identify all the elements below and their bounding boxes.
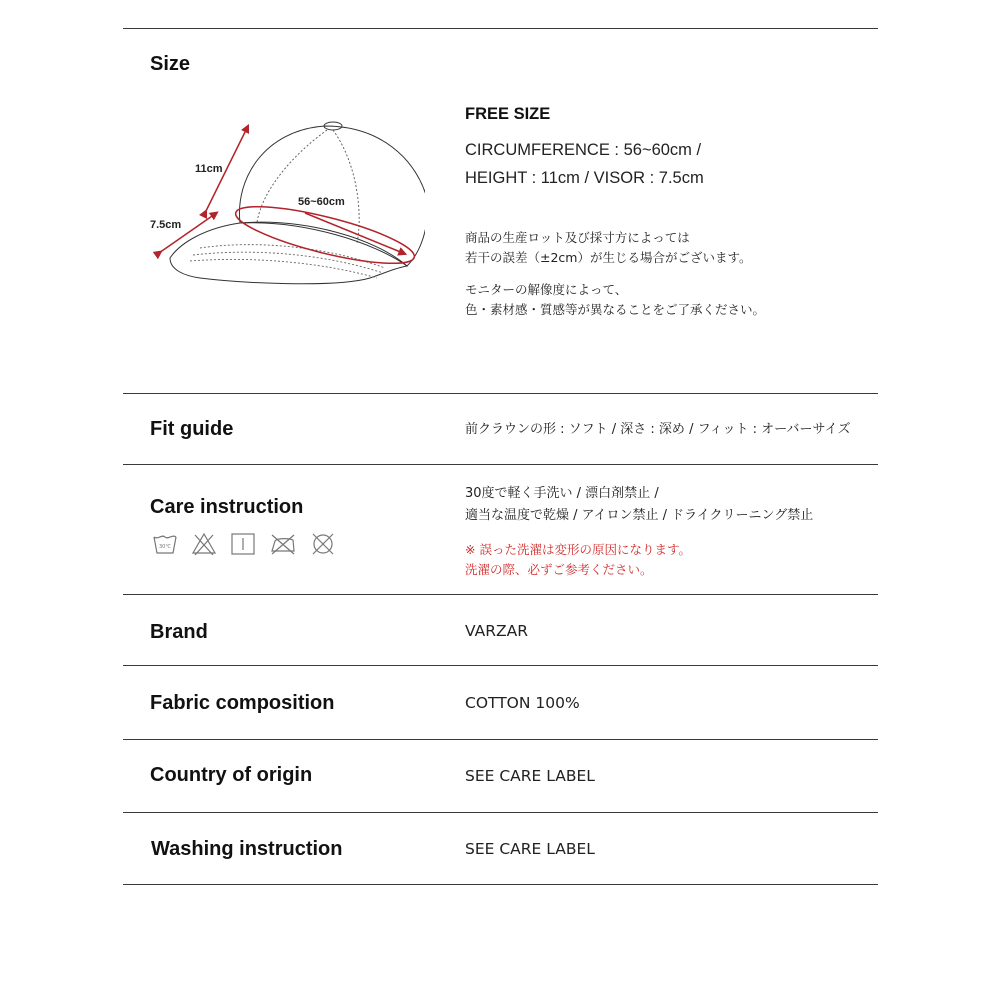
size-note-3: モニターの解像度によって、 [465,282,628,297]
height-label: 11cm [195,163,223,175]
free-size-label: FREE SIZE [465,105,551,123]
cap-visor [170,223,407,284]
care-line-1: 30度で軽く手洗い / 漂白剤禁止 / [465,486,659,501]
no-bleach-icon [191,531,217,557]
size-line-2: HEIGHT : 11cm / VISOR : 7.5cm [465,169,704,187]
divider-bottom [123,884,878,885]
divider-origin [123,812,878,813]
divider-fabric [123,739,878,740]
no-dry-clean-icon [310,531,336,557]
fit-guide-value: 前クラウンの形 : ソフト / 深さ : 深め / フィット : オーバーサイズ [465,422,851,437]
visor-label: 7.5cm [150,219,182,231]
fabric-composition-value: COTTON 100% [465,694,580,712]
circumference-label: 56~60cm [298,196,345,208]
divider-size [123,393,878,394]
brand-value: VARZAR [465,622,528,640]
divider-top [123,28,878,29]
divider-care [123,594,878,595]
tumble-dry-icon [230,531,256,557]
fabric-composition-label: Fabric composition [150,692,335,714]
size-note-1: 商品の生産ロット及び採寸方によっては [465,230,690,245]
country-of-origin-label: Country of origin [150,764,313,786]
washing-instruction-value: SEE CARE LABEL [465,840,595,858]
brand-label: Brand [150,621,208,643]
cap-size-diagram [145,118,425,308]
washing-instruction-label: Washing instruction [151,838,343,860]
size-heading: Size [150,53,191,75]
svg-text:30℃: 30℃ [159,544,171,550]
hand-wash-30-icon [152,531,178,557]
care-warning-2: 洗濯の際、必ずご参考ください。 [465,562,653,577]
care-icon-row [152,531,336,557]
size-note-2: 若干の誤差（±2cm）が生じる場合がございます。 [465,250,752,265]
care-warning-1: ※ 誤った洗濯は変形の原因になります。 [465,542,691,557]
care-instruction-label: Care instruction [150,496,304,518]
fit-guide-label: Fit guide [150,418,234,440]
size-line-1: CIRCUMFERENCE : 56~60cm / [465,141,702,159]
divider-fit [123,464,878,465]
size-note-4: 色・素材感・質感等が異なることをご了承ください。 [465,302,766,317]
no-iron-icon [269,531,297,557]
country-of-origin-value: SEE CARE LABEL [465,767,595,785]
divider-brand [123,665,878,666]
care-line-2: 適当な温度で乾燥 / アイロン禁止 / ドライクリーニング禁止 [465,508,814,523]
